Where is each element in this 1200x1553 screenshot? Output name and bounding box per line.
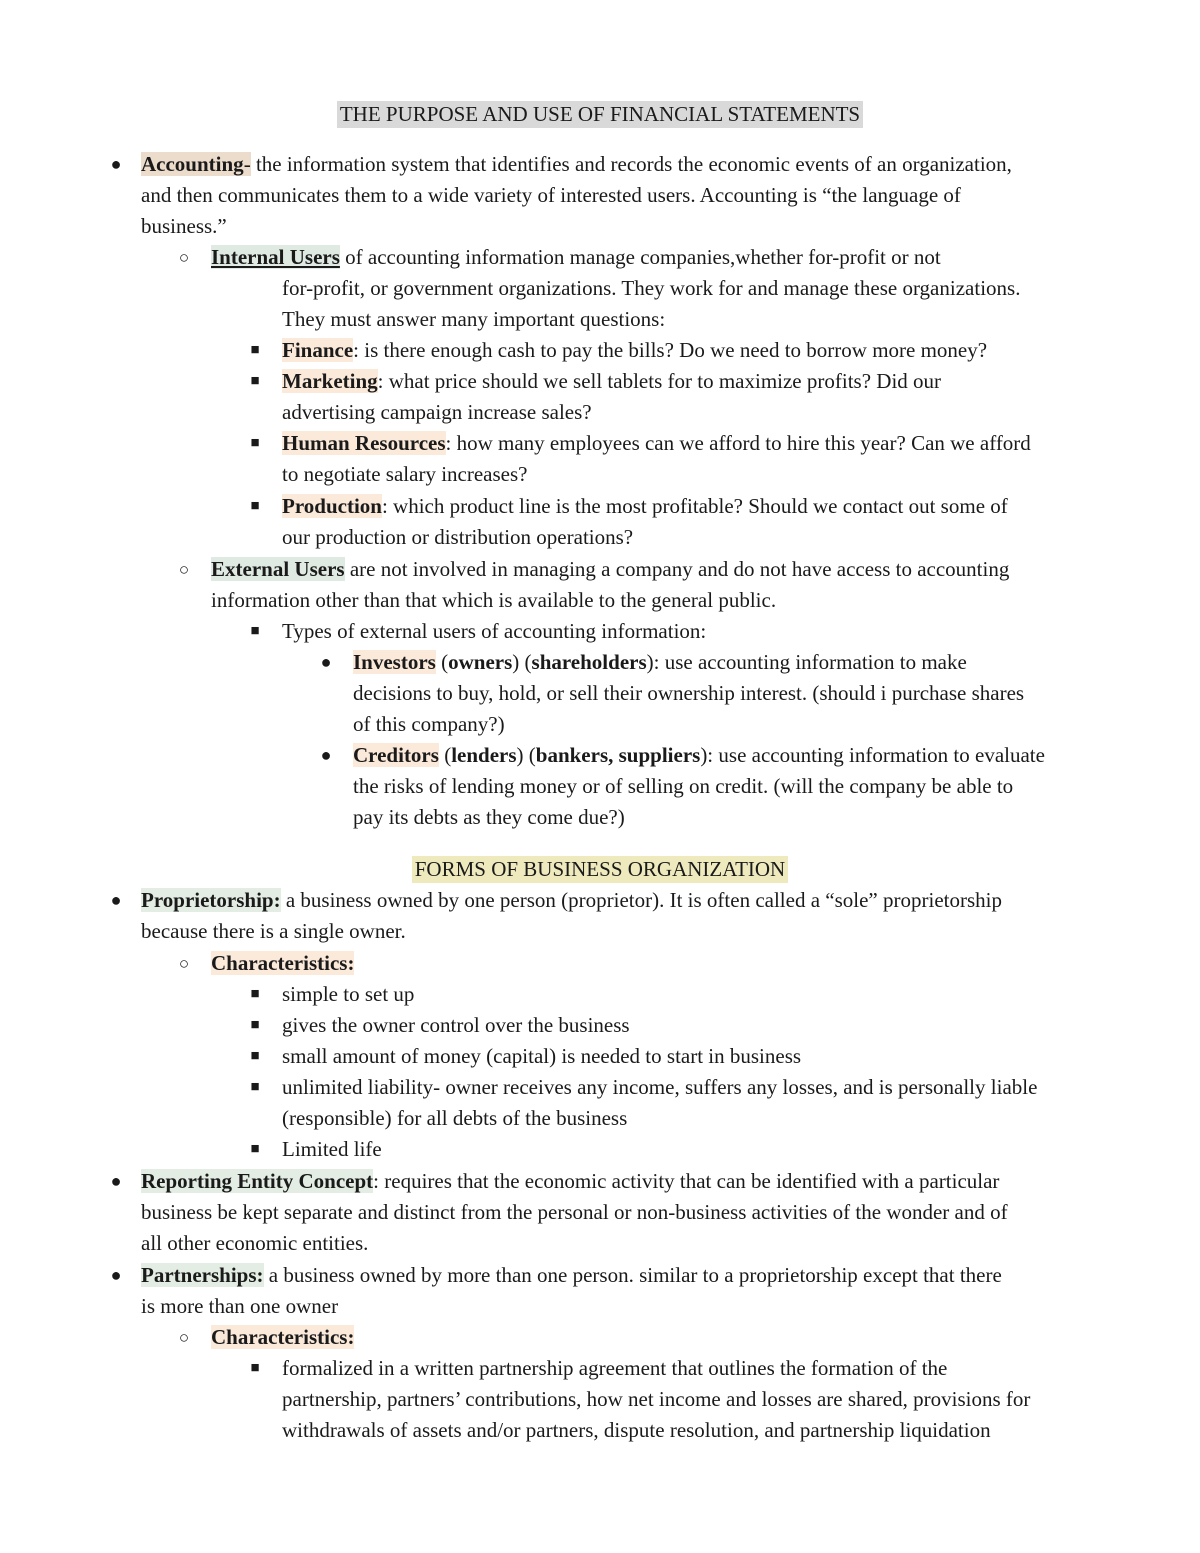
internal-users-text-3: They must answer many important questions: [282,307,666,331]
marketing-term: Marketing [282,369,378,393]
section-title-text: FORMS OF BUSINESS ORGANIZATION [412,856,788,883]
hr-item [282,428,1031,459]
bullet-square-icon: ■ [250,1048,260,1064]
bullet-square-icon: ■ [250,435,260,451]
proprietorship-item-continued: (responsible) for all debts of the business [282,1106,628,1130]
production-item [282,491,1008,522]
bullet-circle-icon: ○ [178,560,190,579]
paren-text: ) ( [516,743,536,767]
external-types-text: Types of external users of accounting information: [282,619,707,643]
bullet-circle-icon: ○ [178,954,190,973]
creditors-text-3: pay its debts as they come due?) [353,805,625,829]
investors-text-3: of this company?) [353,712,505,736]
proprietorship-text-2: because there is a single owner. [141,919,406,943]
proprietorship-item: gives the owner control over the business [282,1013,630,1037]
creditors-text-2: the risks of lending money or of selling on credit. (will the company be able to [353,774,1014,798]
internal-users-text-2: for-profit, or government organizations. They work for and manage these organizations. [282,276,1021,300]
internal-users-text-1: of accounting information manage companies,whether for-profit or not [339,245,941,269]
page-title-text: THE PURPOSE AND USE OF FINANCIAL STATEMENTS [337,101,863,128]
reporting-entity-line [141,1166,999,1197]
proprietorship-item: simple to set up [282,982,415,1006]
external-users-term: External Users [211,557,345,581]
proprietorship-item: Limited life [282,1137,382,1161]
production-text-1: : which product line is the most profitable? Should we contact out some of [381,494,1008,518]
partnerships-item-text-2: partnership, partners’ contributions, how net income and losses are shared, provisions for [282,1387,1031,1411]
external-users-text-1: are not involved in managing a company and do not have access to accounting [344,557,1010,581]
external-users-text-2: information other than that which is available to the general public. [211,588,777,612]
characteristics-label: Characteristics: [211,951,355,975]
hr-text-2: to negotiate salary increases? [282,462,528,486]
finance-term: Finance [282,338,354,362]
bullet-disc-icon: ● [110,1265,122,1285]
partnerships-text-2: is more than one owner [141,1294,339,1318]
internal-users-line [211,242,941,273]
partnerships-line [141,1260,1002,1291]
bullet-square-icon: ■ [250,498,260,514]
marketing-text-1: : what price should we sell tablets for to maximize profits? Did our [377,369,942,393]
paren-text: ( [435,650,449,674]
bullet-disc-icon: ● [110,890,122,910]
proprietorship-text-1: a business owned by one person (proprietor). It is often called a “sole” proprietorship [280,888,1002,912]
bullet-square-icon: ■ [250,986,260,1002]
partnerships-term: Partnerships: [141,1263,264,1287]
reporting-entity-text-1: : requires that the economic activity that can be identified with a particular [373,1169,1000,1193]
accounting-text-1: the information system that identifies and records the economic events of an organization, [250,152,1012,176]
investors-owners: owners [448,650,513,674]
investors-shareholders: shareholders [531,650,647,674]
production-term: Production [282,494,382,518]
bullet-circle-icon: ○ [178,248,190,267]
finance-text: : is there enough cash to pay the bills? Do we need to borrow more money? [353,338,988,362]
proprietorship-term: Proprietorship: [141,888,281,912]
accounting-term: Accounting [141,152,244,176]
partnerships-item-text-1: formalized in a written partnership agreement that outlines the formation of the [282,1356,948,1380]
proprietorship-characteristics-label [211,948,354,979]
bullet-circle-icon: ○ [178,1328,190,1347]
bullet-square-icon: ■ [250,373,260,389]
bullet-disc-icon: ● [320,745,332,765]
hr-term: Human Resources [282,431,446,455]
reporting-entity-term: Reporting Entity Concept [141,1169,374,1193]
paren-text: ( [438,743,452,767]
creditors-item [353,740,1045,771]
creditors-bankers: bankers, suppliers [535,743,701,767]
marketing-item [282,366,941,397]
finance-item [282,335,987,366]
investors-text-2: decisions to buy, hold, or sell their ownership interest. (should i purchase shares [353,681,1025,705]
bullet-square-icon: ■ [250,623,260,639]
bullet-square-icon: ■ [250,1141,260,1157]
internal-users-term: Internal Users [211,245,340,269]
hr-text-1: : how many employees can we afford to hire this year? Can we afford [445,431,1031,455]
creditors-lenders: lenders [451,743,517,767]
bullet-square-icon: ■ [250,1017,260,1033]
creditors-text-1: ): use accounting information to evaluate [700,743,1045,767]
bullet-disc-icon: ● [110,1171,122,1191]
page-title [0,101,1200,127]
investors-item [353,647,967,678]
reporting-entity-text-2: business be kept separate and distinct from the personal or non-business activities of the wonder and of [141,1200,1008,1224]
investors-text-1: ): use accounting information to make [646,650,967,674]
production-text-2: our production or distribution operations? [282,525,634,549]
bullet-disc-icon: ● [110,154,122,174]
proprietorship-item: unlimited liability- owner receives any income, suffers any losses, and is personally liable [282,1075,1038,1099]
partnerships-item-text-3: withdrawals of assets and/or partners, dispute resolution, and partnership liquidation [282,1418,991,1442]
investors-term: Investors [353,650,436,674]
marketing-text-2: advertising campaign increase sales? [282,400,592,424]
bullet-square-icon: ■ [250,342,260,358]
section-title [0,856,1200,882]
proprietorship-line [141,885,1002,916]
proprietorship-item: small amount of money (capital) is needed to start in business [282,1044,802,1068]
accounting-dash: - [243,152,251,176]
paren-text: ) ( [512,650,532,674]
bullet-disc-icon: ● [320,652,332,672]
partnerships-characteristics-label [211,1322,354,1353]
bullet-square-icon: ■ [250,1360,260,1376]
partnerships-text-1: a business owned by more than one person. similar to a proprietorship except that there [263,1263,1002,1287]
bullet-square-icon: ■ [250,1079,260,1095]
creditors-term: Creditors [353,743,439,767]
accounting-text-2: and then communicates them to a wide variety of interested users. Accounting is “the language of [141,183,961,207]
characteristics-label: Characteristics: [211,1325,355,1349]
accounting-line [141,149,1012,180]
accounting-text-3: business.” [141,214,227,238]
reporting-entity-text-3: all other economic entities. [141,1231,369,1255]
external-users-line [211,554,1009,585]
